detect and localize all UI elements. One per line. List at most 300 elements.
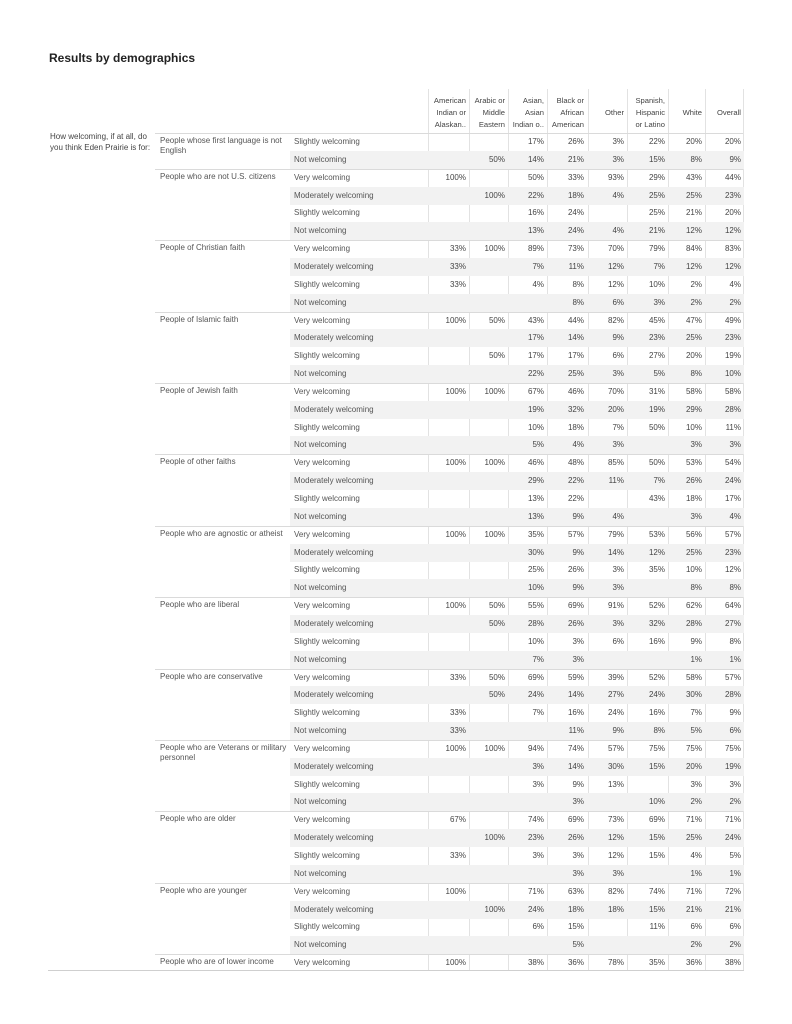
table-row xyxy=(290,258,744,276)
value-cell: 21% xyxy=(567,154,584,164)
value-cell: 33% xyxy=(449,279,466,289)
value-cell: 10% xyxy=(648,797,665,807)
table-row xyxy=(290,204,744,222)
group-label: People of Jewish faith xyxy=(160,385,238,395)
value-cell: 15% xyxy=(648,761,665,771)
row-group xyxy=(155,240,792,311)
value-cell: 11% xyxy=(568,726,584,736)
value-cell: 70% xyxy=(607,244,624,254)
value-cell: 7% xyxy=(612,422,624,432)
response-label: Moderately welcoming xyxy=(294,618,374,628)
table-row xyxy=(290,829,744,847)
value-cell: 43% xyxy=(648,493,665,503)
value-cell: 50% xyxy=(488,601,505,611)
value-cell: 67% xyxy=(527,386,544,396)
value-cell: 4% xyxy=(729,511,741,521)
value-cell: 57% xyxy=(567,529,584,539)
value-cell: 3% xyxy=(532,761,544,771)
value-cell: 12% xyxy=(724,565,741,575)
value-cell: 12% xyxy=(685,226,702,236)
value-cell: 35% xyxy=(527,529,544,539)
value-cell: 58% xyxy=(724,386,741,396)
value-cell: 9% xyxy=(612,333,624,343)
value-cell: 45% xyxy=(648,315,665,325)
table-row xyxy=(290,276,744,294)
value-cell: 3% xyxy=(729,779,741,789)
value-cell: 27% xyxy=(724,618,741,628)
value-cell: 24% xyxy=(648,690,665,700)
value-cell: 28% xyxy=(724,404,741,414)
value-cell: 17% xyxy=(527,333,544,343)
column-header: Black or African American xyxy=(551,96,584,129)
value-cell: 15% xyxy=(567,922,584,932)
value-cell: 26% xyxy=(567,137,584,146)
value-cell: 23% xyxy=(648,333,665,343)
value-cell: 10% xyxy=(527,636,544,646)
column-header: Arabic or Middle Eastern xyxy=(474,96,505,129)
value-cell: 22% xyxy=(567,493,584,503)
value-cell: 17% xyxy=(724,493,741,503)
value-cell: 25% xyxy=(527,565,544,575)
group-label: People of Islamic faith xyxy=(160,314,239,324)
value-cell: 100% xyxy=(445,743,466,753)
value-cell: 6% xyxy=(729,922,741,932)
value-cell: 5% xyxy=(532,440,544,450)
value-cell: 13% xyxy=(527,511,544,521)
question-label: How welcoming, if at all, do you think Eden Prairie is for: xyxy=(50,132,151,152)
row-group xyxy=(155,811,792,882)
value-cell: 21% xyxy=(724,904,741,914)
value-cell: 4% xyxy=(612,511,624,521)
value-cell: 38% xyxy=(724,958,741,968)
value-cell: 4% xyxy=(612,190,624,200)
table-row xyxy=(290,883,744,901)
group-label: People who are not U.S. citizens xyxy=(160,171,276,181)
value-cell: 69% xyxy=(567,815,584,825)
value-cell: 29% xyxy=(685,404,702,414)
value-cell: 50% xyxy=(488,315,505,325)
response-label: Moderately welcoming xyxy=(294,761,374,771)
value-cell: 3% xyxy=(729,440,741,450)
value-cell: 4% xyxy=(532,279,544,289)
value-cell: 3% xyxy=(690,511,702,521)
group-label: People whose first language is not English xyxy=(160,136,282,155)
value-cell: 20% xyxy=(685,137,702,146)
response-label: Not welcoming xyxy=(294,654,347,664)
value-cell: 19% xyxy=(724,351,741,361)
value-cell: 56% xyxy=(685,529,702,539)
response-label: Slightly welcoming xyxy=(294,208,360,218)
value-cell: 3% xyxy=(612,868,624,878)
value-cell: 3% xyxy=(612,154,624,164)
table-row xyxy=(290,240,744,258)
value-cell: 8% xyxy=(690,369,702,379)
value-cell: 3% xyxy=(612,618,624,628)
group-label: People who are Veterans or military personnel xyxy=(160,742,287,762)
value-cell: 5% xyxy=(572,940,584,950)
value-cell: 10% xyxy=(724,369,741,379)
value-cell: 17% xyxy=(527,351,544,361)
table-row xyxy=(290,329,744,347)
value-cell: 55% xyxy=(527,601,544,611)
value-cell: 2% xyxy=(729,940,741,950)
table-row xyxy=(290,187,744,205)
table-row xyxy=(290,579,744,597)
value-cell: 50% xyxy=(488,618,505,628)
response-label: Very welcoming xyxy=(294,672,351,682)
value-cell: 25% xyxy=(685,833,702,843)
value-cell: 10% xyxy=(527,422,544,432)
response-label: Slightly welcoming xyxy=(294,279,360,289)
value-cell: 73% xyxy=(567,244,584,254)
response-label: Moderately welcoming xyxy=(294,476,374,486)
value-cell: 8% xyxy=(690,154,702,164)
value-cell: 70% xyxy=(607,386,624,396)
value-cell: 8% xyxy=(729,636,741,646)
value-cell: 9% xyxy=(729,154,741,164)
value-cell: 14% xyxy=(607,547,624,557)
value-cell: 52% xyxy=(648,672,665,682)
value-cell: 2% xyxy=(729,797,741,807)
response-label: Not welcoming xyxy=(294,154,347,164)
table-row xyxy=(290,436,744,454)
value-cell: 78% xyxy=(607,958,624,968)
value-cell: 75% xyxy=(685,743,702,753)
value-cell: 32% xyxy=(648,618,665,628)
value-cell: 11% xyxy=(649,922,665,932)
value-cell: 46% xyxy=(527,458,544,468)
value-cell: 25% xyxy=(648,190,665,200)
response-label: Not welcoming xyxy=(294,868,347,878)
value-cell: 12% xyxy=(724,226,741,236)
value-cell: 8% xyxy=(572,297,584,307)
value-cell: 62% xyxy=(685,601,702,611)
value-cell: 5% xyxy=(690,726,702,736)
table-row xyxy=(290,740,744,758)
value-cell: 100% xyxy=(445,458,466,468)
group-label: People who are older xyxy=(160,814,236,824)
value-cell: 3% xyxy=(572,868,584,878)
value-cell: 9% xyxy=(690,636,702,646)
value-cell: 3% xyxy=(572,850,584,860)
response-label: Very welcoming xyxy=(294,244,351,254)
value-cell: 50% xyxy=(488,690,505,700)
value-cell: 33% xyxy=(449,726,466,736)
value-cell: 23% xyxy=(724,547,741,557)
group-label: People who are liberal xyxy=(160,600,240,610)
value-cell: 7% xyxy=(690,708,702,718)
value-cell: 6% xyxy=(612,297,624,307)
value-cell: 24% xyxy=(567,208,584,218)
row-group xyxy=(155,133,792,169)
value-cell: 15% xyxy=(648,904,665,914)
value-cell: 93% xyxy=(607,172,624,182)
table-row xyxy=(290,526,744,544)
value-cell: 10% xyxy=(648,279,665,289)
value-cell: 11% xyxy=(725,422,741,432)
response-label: Very welcoming xyxy=(294,601,351,611)
table-row xyxy=(290,383,744,401)
value-cell: 1% xyxy=(690,868,702,878)
value-cell: 7% xyxy=(653,261,665,271)
value-cell: 5% xyxy=(653,369,665,379)
table-row xyxy=(290,722,744,740)
table-row xyxy=(290,347,744,365)
response-label: Moderately welcoming xyxy=(294,547,374,557)
table-row xyxy=(290,865,744,883)
value-cell: 30% xyxy=(527,547,544,557)
table-row xyxy=(290,597,744,615)
table-row xyxy=(290,651,744,669)
value-cell: 71% xyxy=(527,886,544,896)
value-cell: 15% xyxy=(648,850,665,860)
value-cell: 6% xyxy=(532,922,544,932)
value-cell: 7% xyxy=(532,708,544,718)
value-cell: 9% xyxy=(612,726,624,736)
value-cell: 8% xyxy=(729,583,741,593)
value-cell: 50% xyxy=(488,672,505,682)
value-cell: 82% xyxy=(607,315,624,325)
table-row xyxy=(290,615,744,633)
group-label: People who are of lower income xyxy=(160,957,274,967)
value-cell: 50% xyxy=(488,154,505,164)
value-cell: 1% xyxy=(729,868,741,878)
response-label: Moderately welcoming xyxy=(294,904,374,914)
value-cell: 50% xyxy=(648,458,665,468)
value-cell: 82% xyxy=(607,886,624,896)
value-cell: 91% xyxy=(607,601,624,611)
value-cell: 33% xyxy=(449,244,466,254)
value-cell: 43% xyxy=(527,315,544,325)
value-cell: 79% xyxy=(648,244,665,254)
value-cell: 17% xyxy=(527,137,544,146)
group-label: People of other faiths xyxy=(160,457,236,467)
value-cell: 12% xyxy=(685,261,702,271)
value-cell: 100% xyxy=(484,190,505,200)
value-cell: 3% xyxy=(690,440,702,450)
response-label: Very welcoming xyxy=(294,386,351,396)
value-cell: 38% xyxy=(527,958,544,968)
response-label: Very welcoming xyxy=(294,529,351,539)
table-bottom-divider xyxy=(48,970,744,971)
value-cell: 54% xyxy=(724,458,741,468)
table-row xyxy=(290,419,744,437)
row-group xyxy=(155,597,792,668)
row-group xyxy=(155,454,792,525)
value-cell: 15% xyxy=(648,154,665,164)
value-cell: 3% xyxy=(612,137,624,146)
page-title: Results by demographics xyxy=(49,51,196,65)
value-cell: 19% xyxy=(648,404,665,414)
value-cell: 22% xyxy=(527,369,544,379)
value-cell: 25% xyxy=(685,333,702,343)
row-group xyxy=(155,169,792,240)
row-group xyxy=(155,740,792,811)
value-cell: 3% xyxy=(612,440,624,450)
value-cell: 46% xyxy=(567,386,584,396)
row-group xyxy=(155,526,792,597)
value-cell: 2% xyxy=(690,797,702,807)
value-cell: 50% xyxy=(648,422,665,432)
response-label: Slightly welcoming xyxy=(294,493,360,503)
value-cell: 3% xyxy=(572,797,584,807)
value-cell: 20% xyxy=(685,351,702,361)
table-row xyxy=(290,312,744,330)
value-cell: 63% xyxy=(567,886,584,896)
value-cell: 100% xyxy=(484,386,505,396)
value-cell: 35% xyxy=(648,958,665,968)
value-cell: 12% xyxy=(607,833,624,843)
value-cell: 3% xyxy=(653,297,665,307)
value-cell: 24% xyxy=(527,690,544,700)
value-cell: 4% xyxy=(612,226,624,236)
value-cell: 27% xyxy=(648,351,665,361)
value-cell: 16% xyxy=(527,208,544,218)
value-cell: 49% xyxy=(724,315,741,325)
table-row xyxy=(290,793,744,811)
value-cell: 28% xyxy=(527,618,544,628)
value-cell: 18% xyxy=(567,422,584,432)
value-cell: 3% xyxy=(572,654,584,664)
value-cell: 9% xyxy=(572,547,584,557)
value-cell: 44% xyxy=(724,172,741,182)
value-cell: 100% xyxy=(445,601,466,611)
value-cell: 67% xyxy=(449,815,466,825)
value-cell: 59% xyxy=(567,672,584,682)
response-label: Not welcoming xyxy=(294,369,347,379)
value-cell: 12% xyxy=(648,547,665,557)
table-row xyxy=(290,544,744,562)
value-cell: 18% xyxy=(685,493,702,503)
value-cell: 31% xyxy=(648,386,665,396)
value-cell: 4% xyxy=(690,850,702,860)
response-label: Very welcoming xyxy=(294,743,351,753)
value-cell: 57% xyxy=(724,529,741,539)
value-cell: 27% xyxy=(607,690,624,700)
response-label: Slightly welcoming xyxy=(294,708,360,718)
value-cell: 3% xyxy=(612,583,624,593)
response-label: Moderately welcoming xyxy=(294,690,374,700)
value-cell: 21% xyxy=(648,226,665,236)
value-cell: 2% xyxy=(690,279,702,289)
response-label: Very welcoming xyxy=(294,458,351,468)
table-row xyxy=(290,633,744,651)
value-cell: 7% xyxy=(653,476,665,486)
value-cell: 26% xyxy=(685,476,702,486)
value-cell: 89% xyxy=(527,244,544,254)
value-cell: 75% xyxy=(724,743,741,753)
value-cell: 2% xyxy=(690,297,702,307)
value-cell: 10% xyxy=(685,565,702,575)
value-cell: 9% xyxy=(729,708,741,718)
value-cell: 7% xyxy=(532,654,544,664)
value-cell: 30% xyxy=(685,690,702,700)
group-label: People who are conservative xyxy=(160,671,263,681)
response-label: Not welcoming xyxy=(294,226,347,236)
table-row xyxy=(290,704,744,722)
column-header: Overall xyxy=(716,108,741,117)
response-label: Not welcoming xyxy=(294,440,347,450)
table-row xyxy=(290,151,744,169)
table-row xyxy=(290,169,744,187)
table-row xyxy=(290,776,744,794)
value-cell: 2% xyxy=(690,940,702,950)
table-row xyxy=(290,918,744,936)
value-cell: 26% xyxy=(567,565,584,575)
value-cell: 7% xyxy=(532,261,544,271)
value-cell: 10% xyxy=(527,583,544,593)
response-label: Slightly welcoming xyxy=(294,351,360,361)
value-cell: 20% xyxy=(724,208,741,218)
response-label: Very welcoming xyxy=(294,958,351,968)
value-cell: 4% xyxy=(572,440,584,450)
value-cell: 1% xyxy=(690,654,702,664)
table-row xyxy=(290,561,744,579)
value-cell: 100% xyxy=(445,172,466,182)
value-cell: 13% xyxy=(527,493,544,503)
value-cell: 100% xyxy=(445,958,466,968)
value-cell: 8% xyxy=(690,583,702,593)
group-label: People who are agnostic or atheist xyxy=(160,528,283,538)
response-label: Very welcoming xyxy=(294,815,351,825)
response-label: Moderately welcoming xyxy=(294,833,374,843)
value-cell: 100% xyxy=(484,904,505,914)
response-label: Not welcoming xyxy=(294,797,347,807)
value-cell: 16% xyxy=(567,708,584,718)
value-cell: 23% xyxy=(724,190,741,200)
row-group xyxy=(155,883,792,954)
table-row xyxy=(290,936,744,954)
value-cell: 13% xyxy=(607,779,624,789)
value-cell: 83% xyxy=(724,244,741,254)
value-cell: 26% xyxy=(567,833,584,843)
response-label: Not welcoming xyxy=(294,940,347,950)
value-cell: 17% xyxy=(567,351,584,361)
response-label: Slightly welcoming xyxy=(294,779,360,789)
value-cell: 19% xyxy=(527,404,544,414)
table-row xyxy=(290,401,744,419)
row-group xyxy=(155,312,792,383)
value-cell: 11% xyxy=(568,261,584,271)
value-cell: 100% xyxy=(484,743,505,753)
column-header: Spanish, Hispanic or Latino xyxy=(635,96,665,129)
value-cell: 10% xyxy=(685,422,702,432)
value-cell: 32% xyxy=(567,404,584,414)
response-label: Slightly welcoming xyxy=(294,850,360,860)
value-cell: 5% xyxy=(729,850,741,860)
column-header: American Indian or Alaskan.. xyxy=(433,96,466,129)
value-cell: 3% xyxy=(612,565,624,575)
value-cell: 44% xyxy=(567,315,584,325)
response-label: Not welcoming xyxy=(294,583,347,593)
value-cell: 69% xyxy=(527,672,544,682)
value-cell: 25% xyxy=(685,190,702,200)
value-cell: 22% xyxy=(527,190,544,200)
value-cell: 69% xyxy=(567,601,584,611)
value-cell: 39% xyxy=(607,672,624,682)
value-cell: 33% xyxy=(567,172,584,182)
value-cell: 74% xyxy=(567,743,584,753)
value-cell: 28% xyxy=(724,690,741,700)
response-label: Not welcoming xyxy=(294,511,347,521)
value-cell: 79% xyxy=(607,529,624,539)
value-cell: 14% xyxy=(567,333,584,343)
value-cell: 71% xyxy=(724,815,741,825)
value-cell: 84% xyxy=(685,244,702,254)
value-cell: 35% xyxy=(648,565,665,575)
response-label: Slightly welcoming xyxy=(294,922,360,932)
value-cell: 14% xyxy=(527,154,544,164)
